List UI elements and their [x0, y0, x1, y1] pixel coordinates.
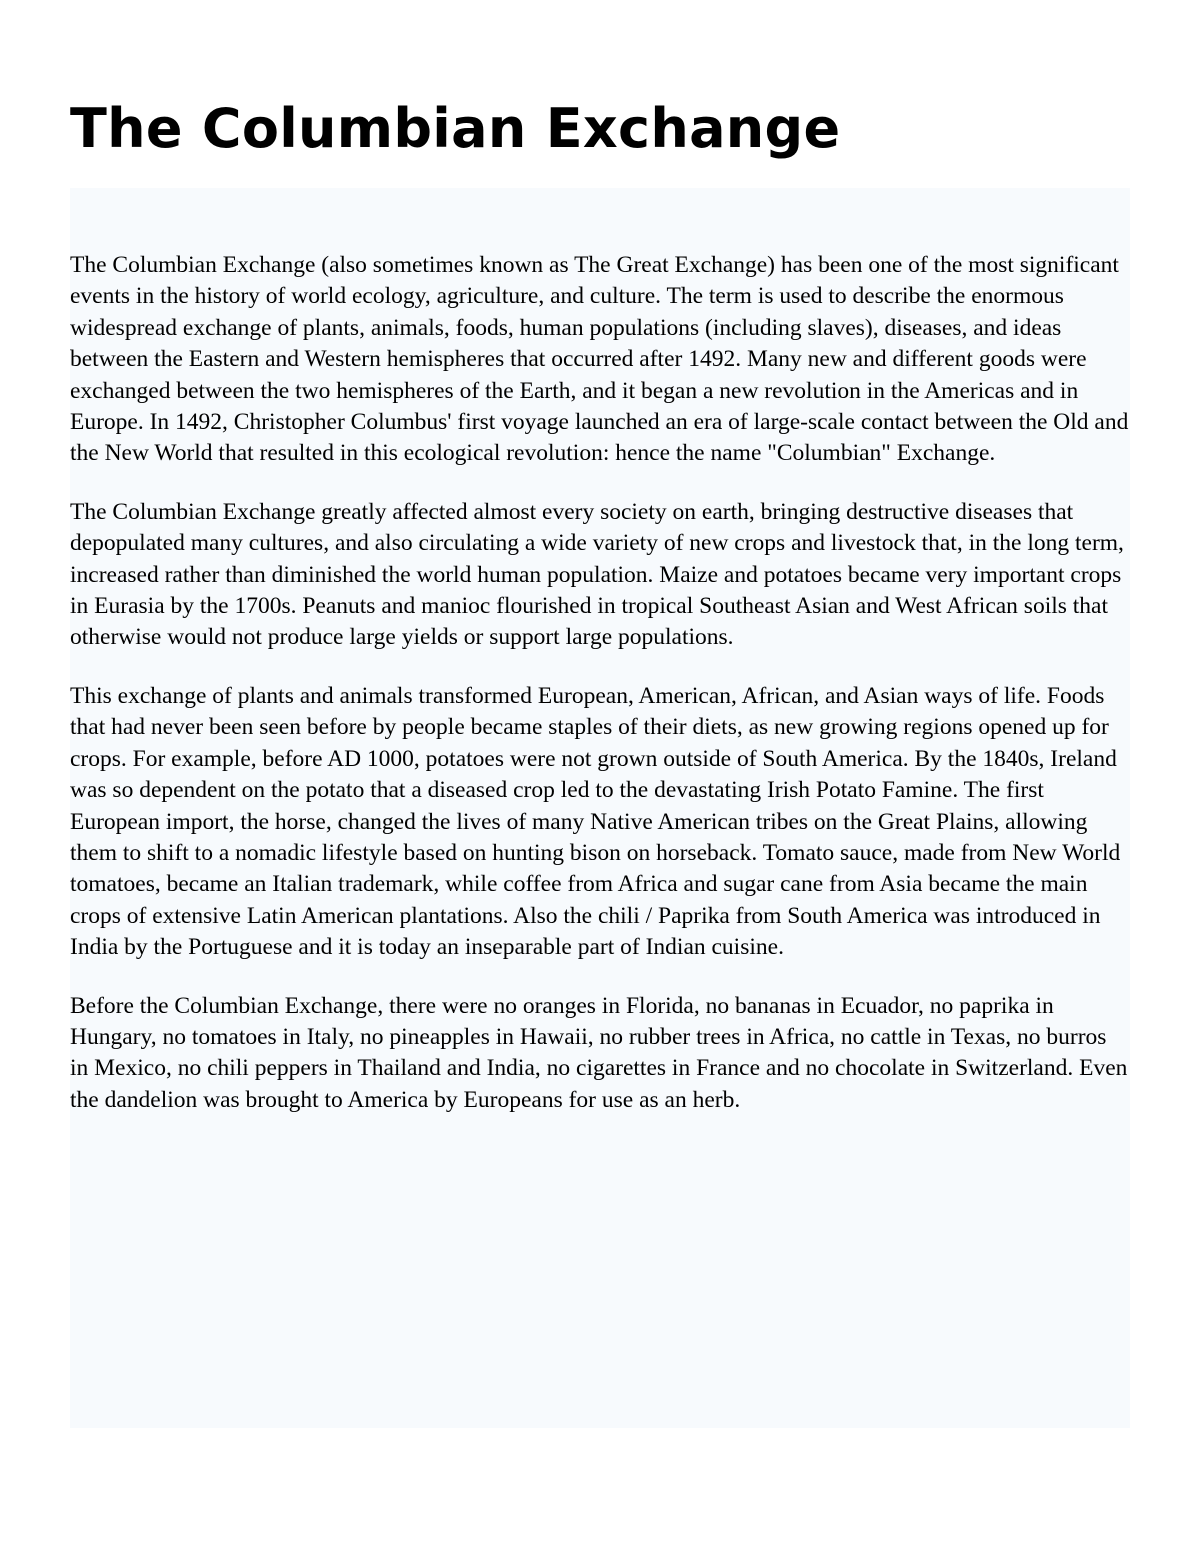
- page-title: The Columbian Exchange: [70, 97, 841, 160]
- paragraph-transformation: This exchange of plants and animals transformed European, American, African, and Asian ways of life. Foods that had never been seen before by people became staples of their diets, as new growing regions opened up for crops. For example, before AD 1000, potatoes were not grown outside of South America. By the 1840s, Ireland was so dependent on the potato that a diseased crop led to the devastating Irish Potato Famine. The first European import, the horse, changed the lives of many Native American tribes on the Great Plains, allowing them to shift to a nomadic lifestyle based on hunting bison on horseback. Tomato sauce, made from New World tomatoes, became an Italian trademark, while coffee from Africa and sugar cane from Asia became the main crops of extensive Latin American plantations. Also the chili / Paprika from South America was introduced in India by the Portuguese and it is today an inseparable part of Indian cuisine.: [70, 682, 1121, 961]
- paragraph-before-exchange: Before the Columbian Exchange, there were no oranges in Florida, no bananas in Ecuador, no paprika in Hungary, no tomatoes in Italy, no pineapples in Hawaii, no rubber trees in Africa, no cattle in Texas, no burros in Mexico, no chili peppers in Thailand and India, no cigarettes in France and no chocolate in Switzerland. Even the dandelion was brought to America by Europeans for use as an herb.: [70, 992, 1128, 1113]
- paragraph-introduction: The Columbian Exchange (also sometimes known as The Great Exchange) has been one of the most significant events in the history of world ecology, agriculture, and culture. The term is used to describe the enormous widespread exchange of plants, animals, foods, human populations (including slaves), diseases, and ideas between the Eastern and Western hemispheres that occurred after 1492. Many new and different goods were exchanged between the two hemispheres of the Earth, and it began a new revolution in the Americas and in Europe. In 1492, Christopher Columbus' first voyage launched an era of large-scale contact between the Old and the New World that resulted in this ecological revolution: hence the name "Columbian" Exchange.: [70, 252, 1129, 467]
- paragraph-effects: The Columbian Exchange greatly affected almost every society on earth, bringing destructive diseases that depopulated many cultures, and also circulating a wide variety of new crops and livestock that, in the long term, increased rather than diminished the world human population. Maize and potatoes became very important crops in Eurasia by the 1700s. Peanuts and manioc flourished in tropical Southeast Asian and West African soils that otherwise would not produce large yields or support large populations.: [70, 498, 1124, 651]
- content-panel: [70, 188, 1130, 1428]
